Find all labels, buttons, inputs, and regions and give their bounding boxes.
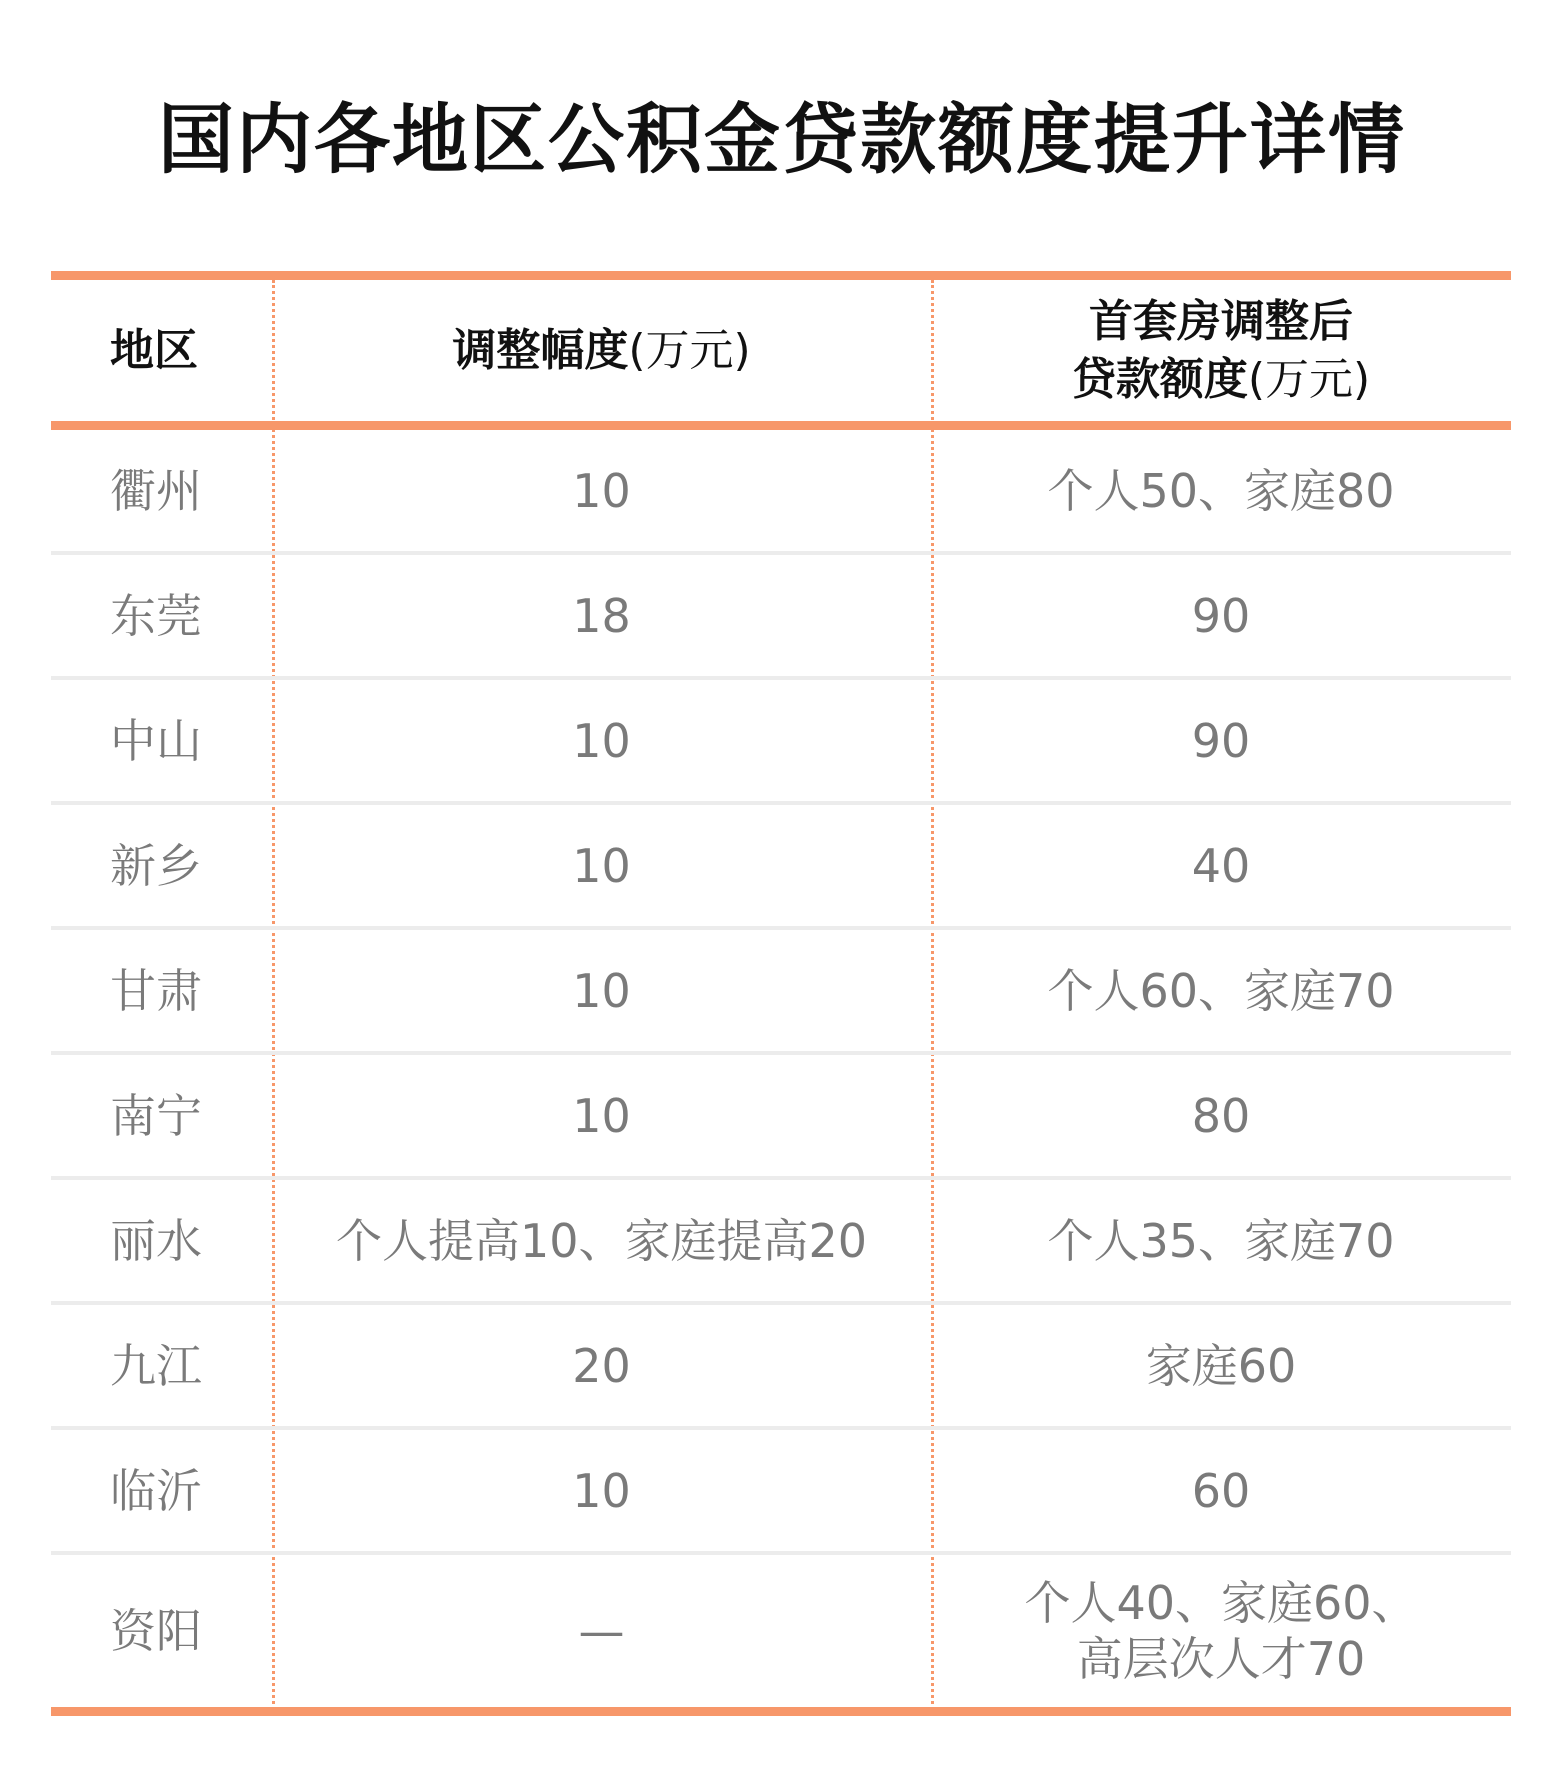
quota-cell: 40 xyxy=(1191,838,1251,893)
table-row xyxy=(51,1555,1511,1707)
region-cell: 甘肃 xyxy=(110,963,202,1018)
region-cell: 九江 xyxy=(110,1338,202,1393)
quota-cell: 个人50、家庭80 xyxy=(1047,463,1395,518)
region-cell: 东莞 xyxy=(110,588,202,643)
header-quota-line2: 贷款额度 xyxy=(1071,353,1248,405)
table-header xyxy=(51,280,1511,421)
quota-cell: 60 xyxy=(1191,1463,1251,1518)
adjust-cell: 10 xyxy=(572,963,631,1018)
header-quota-line2-wrap xyxy=(931,351,1511,409)
quota-cell xyxy=(931,1575,1511,1687)
region-cell: 丽水 xyxy=(110,1213,202,1268)
region-cell: 南宁 xyxy=(110,1088,202,1143)
table-header-rule xyxy=(51,421,1511,430)
header-adjust-unit: (万元) xyxy=(628,324,751,376)
table-row xyxy=(51,1305,1511,1430)
table-row xyxy=(51,1055,1511,1180)
adjust-cell: 10 xyxy=(572,713,631,768)
adjust-cell: 10 xyxy=(572,838,631,893)
header-adjust-label: 调整幅度 xyxy=(452,324,629,376)
header-quota xyxy=(931,293,1511,409)
region-cell: 中山 xyxy=(110,713,202,768)
quota-cell: 90 xyxy=(1191,588,1251,643)
page-title: 国内各地区公积金贷款额度提升详情 xyxy=(158,95,1406,184)
header-quota-line1: 首套房调整后 xyxy=(1089,295,1353,347)
quota-table xyxy=(51,271,1511,1716)
adjust-cell: — xyxy=(578,1604,625,1658)
table-row xyxy=(51,930,1511,1055)
quota-cell: 家庭60 xyxy=(1145,1338,1297,1393)
table-row xyxy=(51,1180,1511,1305)
table-bottom-rule xyxy=(51,1707,1511,1716)
adjust-cell: 10 xyxy=(572,463,631,518)
header-region: 地区 xyxy=(110,324,198,376)
table-row xyxy=(51,680,1511,805)
adjust-cell: 10 xyxy=(572,1463,631,1518)
quota-cell: 个人35、家庭70 xyxy=(1047,1213,1395,1268)
quota-cell: 90 xyxy=(1191,713,1251,768)
quota-cell: 80 xyxy=(1191,1088,1251,1143)
header-quota-unit: (万元) xyxy=(1247,353,1371,405)
table-top-rule xyxy=(51,271,1511,280)
region-cell: 临沂 xyxy=(110,1463,202,1518)
region-cell: 资阳 xyxy=(110,1604,202,1658)
adjust-cell: 20 xyxy=(572,1338,631,1393)
table-row xyxy=(51,555,1511,680)
quota-cell: 个人60、家庭70 xyxy=(1047,963,1395,1018)
table-row xyxy=(51,805,1511,930)
table-row xyxy=(51,430,1511,555)
adjust-cell: 个人提高10、家庭提高20 xyxy=(335,1213,868,1268)
quota-cell-line2: 高层次人才70 xyxy=(1076,1632,1366,1686)
table-row xyxy=(51,1430,1511,1555)
region-cell: 新乡 xyxy=(110,838,202,893)
quota-cell-line1: 个人40、家庭60、 xyxy=(1024,1576,1418,1630)
region-cell: 衢州 xyxy=(110,463,202,518)
adjust-cell: 18 xyxy=(572,588,631,643)
header-adjust xyxy=(272,322,931,380)
adjust-cell: 10 xyxy=(572,1088,631,1143)
